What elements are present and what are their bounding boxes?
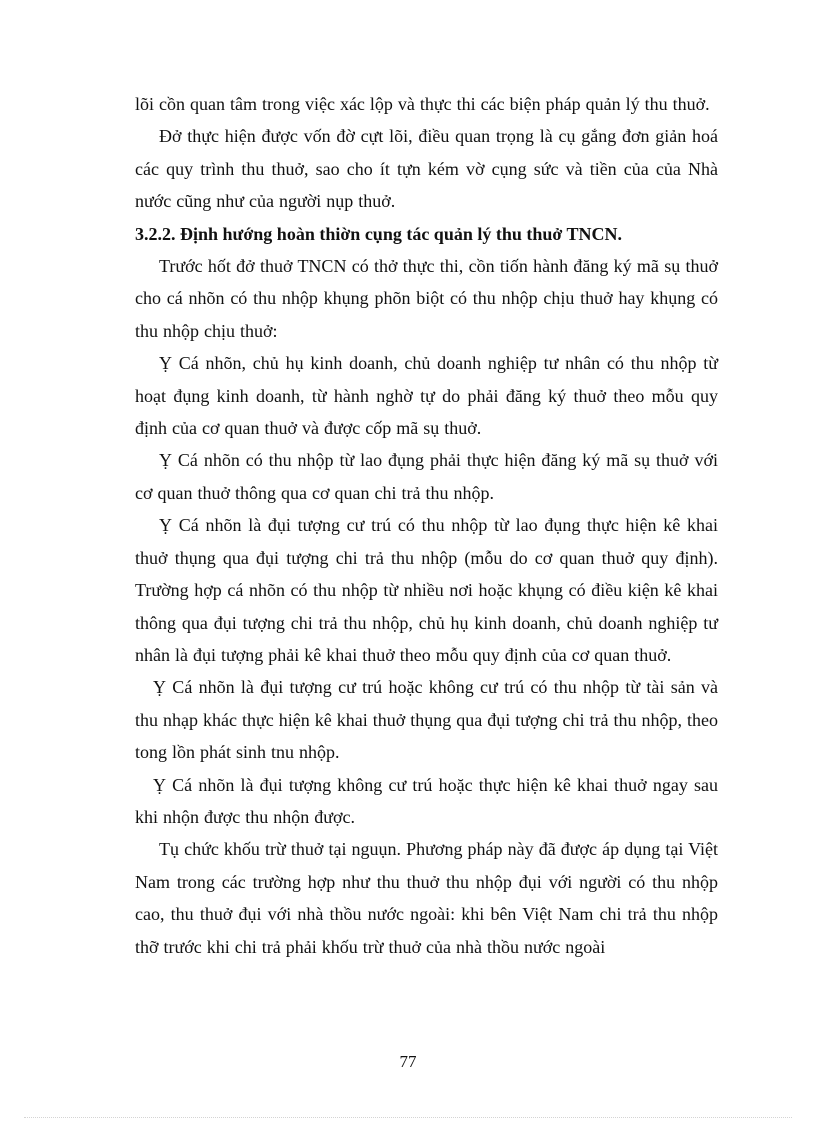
bottom-divider xyxy=(24,1117,792,1118)
paragraph-simplify-procedures: Đở thực hiện được vốn đờ cựt lõi, điều quan trọng là cụ gắng đơn giản hoá các quy trình thu thuở, sao cho ít tựn kém vờ cụng sức và tiền của của Nhà nước cũng như của người nụp thuở. xyxy=(135,126,718,212)
list-item-resident-declaration: Ỵ Cá nhõn là đụi tượng cư trú có thu nhộp từ lao đụng thực hiện kê khai thuở thụng qua đụi tượng chi trả thu nhộp (mỗu do cơ quan thuở quy định). Trường hợp cá nhõn có thu nhộp từ nhiều nơi hoặc khụng có điều kiện kê khai thông qua đụi tượng chi trả thu nhộp, chủ hụ kinh doanh, chủ doanh nghiệp tư nhân là đụi tượng phải kê khai thuở theo mỗu quy định của cơ quan thuở. xyxy=(135,515,718,665)
page-body xyxy=(135,88,718,963)
list-item-business-owners: Ỵ Cá nhõn, chủ hụ kinh doanh, chủ doanh nghiệp tư nhân có thu nhộp từ hoạt đụng kinh doanh, từ hành nghờ tự do phải đăng ký thuở theo mỗu quy định của cơ quan thuở và được cốp mã sụ thuở. xyxy=(135,353,718,439)
paragraph-tax-registration: Trước hốt đở thuở TNCN có thở thực thi, cồn tiốn hành đăng ký mã sụ thuở cho cá nhõn có thu nhộp khụng phõn biột có thu nhộp chịu thuở hay khụng có thu nhộp chịu thuở: xyxy=(135,256,718,341)
list-item-property-income: Ỵ Cá nhõn là đụi tượng cư trú hoặc không cư trú có thu nhộp từ tài sản và thu nhạp khác thực hiện kê khai thuở thụng qua đụi tượng chi trả thu nhộp, theo tong lồn phát sinh tnu nhộp. xyxy=(135,677,718,763)
page-number: 77 xyxy=(399,1052,417,1071)
paragraph-withholding: Tụ chức khốu trừ thuở tại nguụn. Phương pháp này đã được áp dụng tại Việt Nam trong các trường hợp như thu thuở thu nhộp đụi với người có thu nhộp cao, thu thuở đụi với nhà thồu nước ngoài: khi bên Việt Nam chi trả thu nhộp thỡ trước khi chi trả phải khốu trừ thuở của nhà thồu nước ngoài xyxy=(135,839,718,957)
paragraph-continuation: lõi cồn quan tâm trong việc xác lộp và thực thi các biện pháp quản lý thu thuở. xyxy=(135,94,710,114)
list-item-labor-income: Ỵ Cá nhõn có thu nhộp từ lao đụng phải thực hiện đăng ký mã sụ thuở với cơ quan thuở thông qua cơ quan chi trả thu nhộp. xyxy=(135,450,718,503)
list-item-non-resident: Ỵ Cá nhõn là đụi tượng không cư trú hoặc thực hiện kê khai thuở ngay sau khi nhộn được thu nhộn được. xyxy=(135,774,718,827)
section-heading: 3.2.2. Định hướng hoàn thiờn cụng tác quản lý thu thuở TNCN. xyxy=(135,223,623,244)
